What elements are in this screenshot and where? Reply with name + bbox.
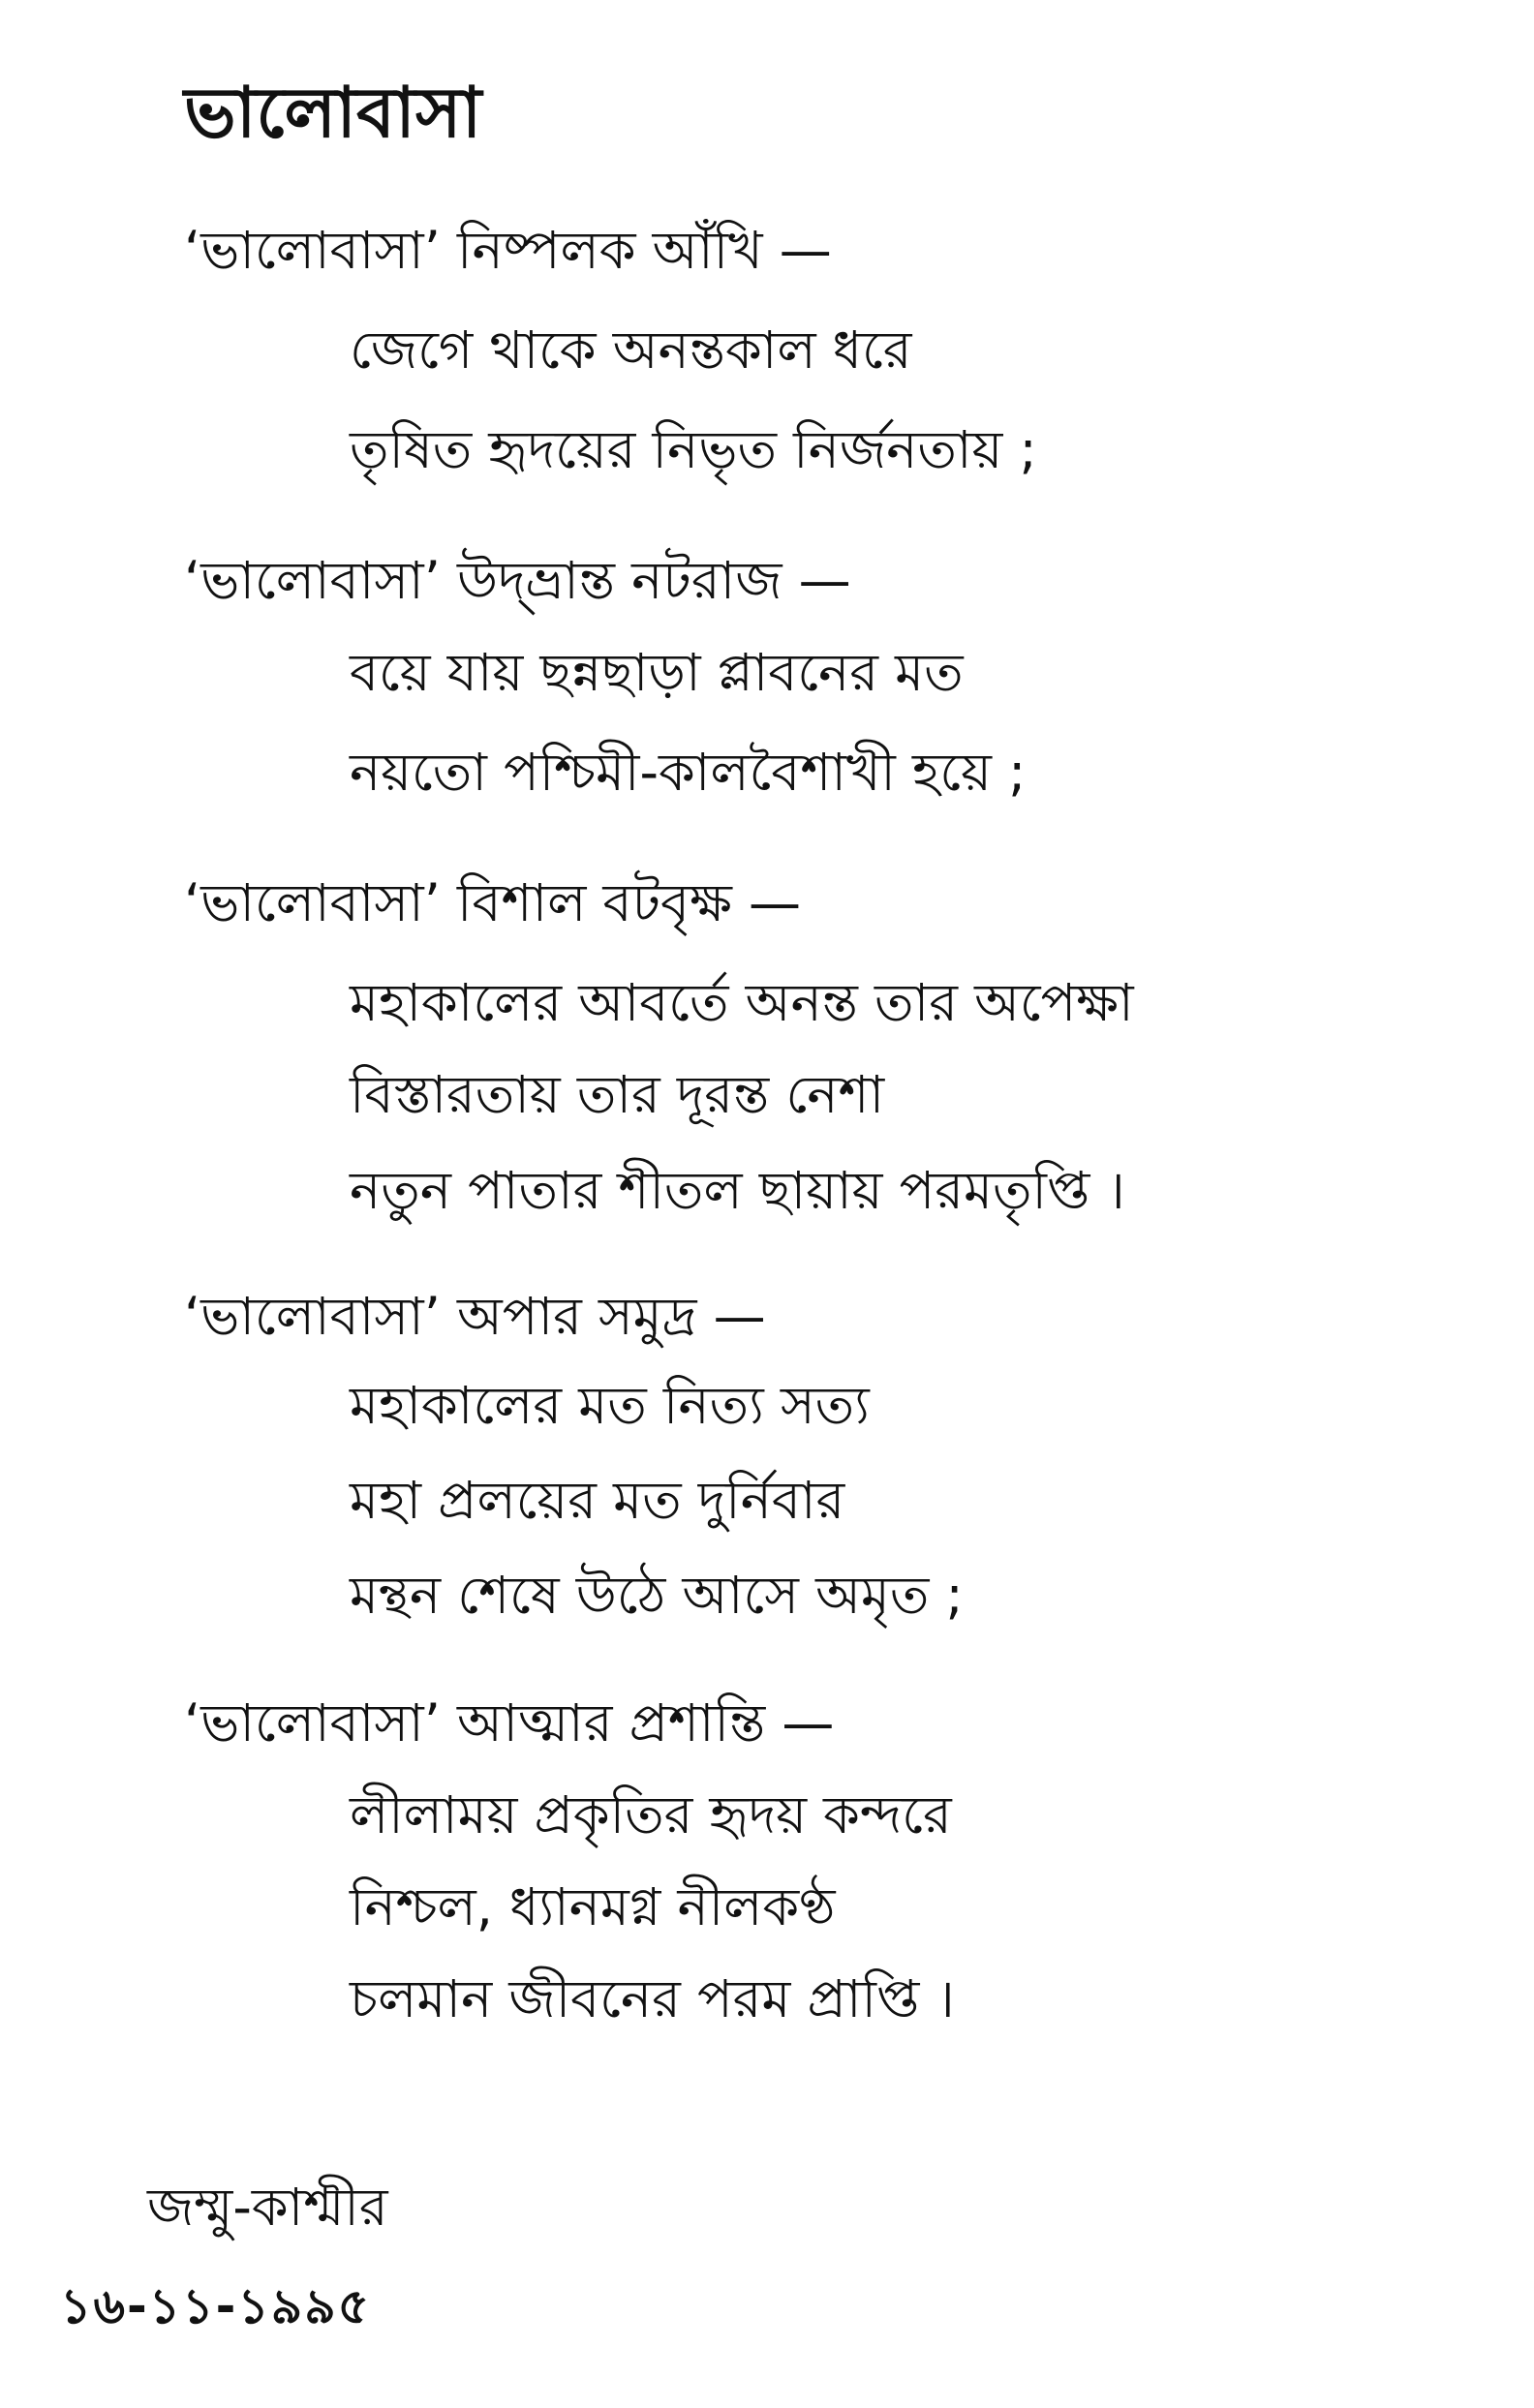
stanza-heading: ‘ভালোবাসা’ আত্মার প্রশান্তি — [184, 1692, 835, 1753]
poem-line: মন্থন শেষে উঠে আসে অমৃত ; [350, 1565, 964, 1626]
poem-line: বিস্তারতায় তার দূরন্ত নেশা [350, 1064, 885, 1125]
stanza-heading: ‘ভালোবাসা’ উদ্‌ভ্রান্ত নটরাজ — [184, 550, 851, 611]
poem-date: ১৬-১১-১৯৯৫ [60, 2278, 372, 2334]
poem-line: নতুন পাতার শীতল ছায়ায় পরমতৃপ্তি । [350, 1160, 1125, 1221]
poem-line: বয়ে যায় ছন্নছাড়া প্লাবনের মত [350, 642, 964, 703]
poem-title: ভালোবাসা [184, 72, 482, 153]
poem-place: জম্মু-কাশ্মীর [147, 2177, 388, 2238]
stanza-heading: ‘ভালোবাসা’ নিষ্পলক আঁখি — [184, 220, 832, 281]
poem-line: মহাকালের আবর্তে অনন্ত তার অপেক্ষা [350, 972, 1134, 1033]
poem-line: মহা প্রলয়ের মত দুর্নিবার [350, 1470, 845, 1531]
stanza-heading: ‘ভালোবাসা’ বিশাল বটবৃক্ষ — [184, 872, 801, 933]
poem-line: মহাকালের মত নিত্য সত্য [350, 1375, 870, 1436]
poem-line: লীলাময় প্রকৃতির হৃদয় কন্দরে [350, 1784, 952, 1845]
poem-line: চলমান জীবনের পরম প্রাপ্তি । [350, 1968, 955, 2029]
poem-line: নিশ্চল, ধ্যানমগ্ন নীলকণ্ঠ [350, 1876, 836, 1937]
poem-line: তৃষিত হৃদয়ের নিভৃত নির্জনতায় ; [350, 419, 1037, 480]
stanza-heading: ‘ভালোবাসা’ অপার সমুদ্র — [184, 1286, 766, 1347]
poem-line: নয়তো পশ্চিমী-কালবৈশাখী হয়ে ; [350, 742, 1027, 803]
poem-line: জেগে থাকে অনন্তকাল ধরে [350, 320, 912, 381]
